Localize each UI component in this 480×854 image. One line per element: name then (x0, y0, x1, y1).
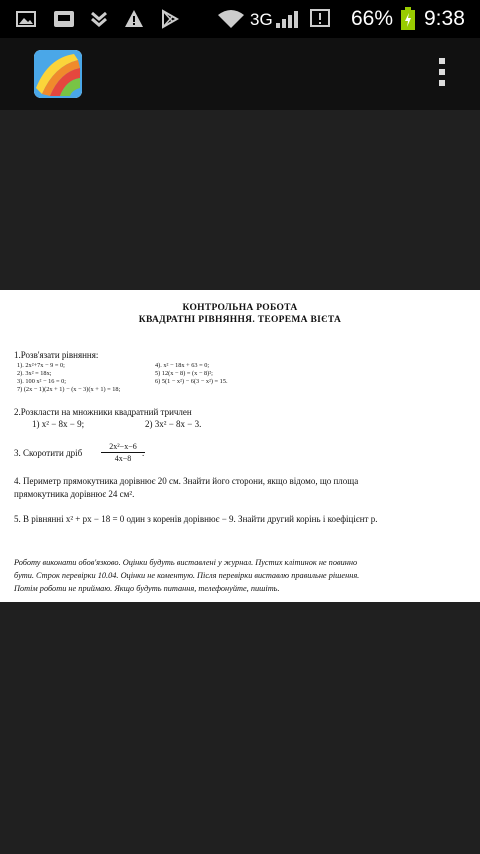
battery-percent: 66% (351, 7, 394, 30)
clock: 9:38 (424, 7, 465, 30)
task1-heading: 1.Розв'язати рівняння: (14, 350, 99, 360)
signal-icon (275, 9, 301, 29)
notification-badge-icon (310, 9, 336, 29)
task1-left-item: 3). 100 x² − 16 = 0; (17, 378, 67, 385)
task1-right-item: 4). x² − 18x + 63 = 0; (155, 362, 210, 369)
task3-fraction (101, 442, 145, 463)
task3-end: . (142, 448, 145, 458)
note-line3: Потім роботи не приймаю. Якщо будуть питання, телефонуйте, пишіть. (14, 584, 280, 593)
document-viewer[interactable] (0, 110, 480, 854)
battery-icon (400, 7, 416, 31)
wifi-icon (217, 9, 245, 29)
note-line1: Роботу виконати обов'язково. Оцінки будуть виставлені у журнал. Пустих клітинок не повинно (14, 558, 358, 567)
app-logo-icon[interactable] (34, 50, 82, 98)
task3-label: 3. Скоротити дріб (14, 448, 83, 458)
download-icon (89, 9, 109, 29)
task2-item1: 1) x² − 8x − 9; (32, 419, 85, 429)
status-bar (0, 0, 480, 38)
play-store-icon (160, 9, 180, 29)
fraction-numerator: 2x²−x−6 (109, 442, 137, 451)
network-type: 3G (250, 10, 273, 29)
task4-line2: прямокутника дорівнює 24 см². (14, 489, 135, 499)
warning-icon (124, 9, 144, 29)
action-bar (0, 38, 480, 110)
task1-right-item: 5) 12(x − 8) = (x − 8)²; (155, 370, 213, 377)
task1-left-item: 2). 3x² = 18x; (17, 370, 52, 377)
doc-title-line1: КОНТРОЛЬНА РОБОТА (182, 303, 298, 313)
task1-left-item: 7) (2x − 1)(2x + 1) − (x − 3)(x + 1) = 18; (17, 386, 121, 393)
overflow-menu-icon[interactable] (434, 58, 450, 92)
gallery-icon (16, 9, 36, 29)
task1-left-item: 1). 2x²+7x − 9 = 0; (17, 362, 65, 369)
document-page (0, 290, 480, 602)
task5-line: 5. В рівнянні x² + px − 18 = 0 один з коренів дорівнює − 9. Знайти другий корінь і коефіцієнт p. (14, 514, 378, 524)
task4-line1: 4. Периметр прямокутника дорівнює 20 см. Знайти його сторони, якщо відомо, що площа (14, 476, 359, 486)
task2-heading: 2.Розкласти на множники квадратний тричлен (14, 407, 192, 417)
usb-icon (52, 9, 76, 29)
doc-title-line2: КВАДРАТНІ РІВНЯННЯ. ТЕОРЕМА ВІЄТА (138, 315, 342, 325)
task1-right-item: 6) 5(1 − x²) − 6(3 − x²) = 15. (155, 378, 228, 385)
fraction-denominator: 4x−8 (101, 452, 145, 463)
note-line2: бути. Строк перевірки 10.04. Оцінки не коментую. Після перевірки виставлю правильне рішення. (14, 571, 360, 580)
task2-item2: 2) 3x² − 8x − 3. (145, 419, 202, 429)
